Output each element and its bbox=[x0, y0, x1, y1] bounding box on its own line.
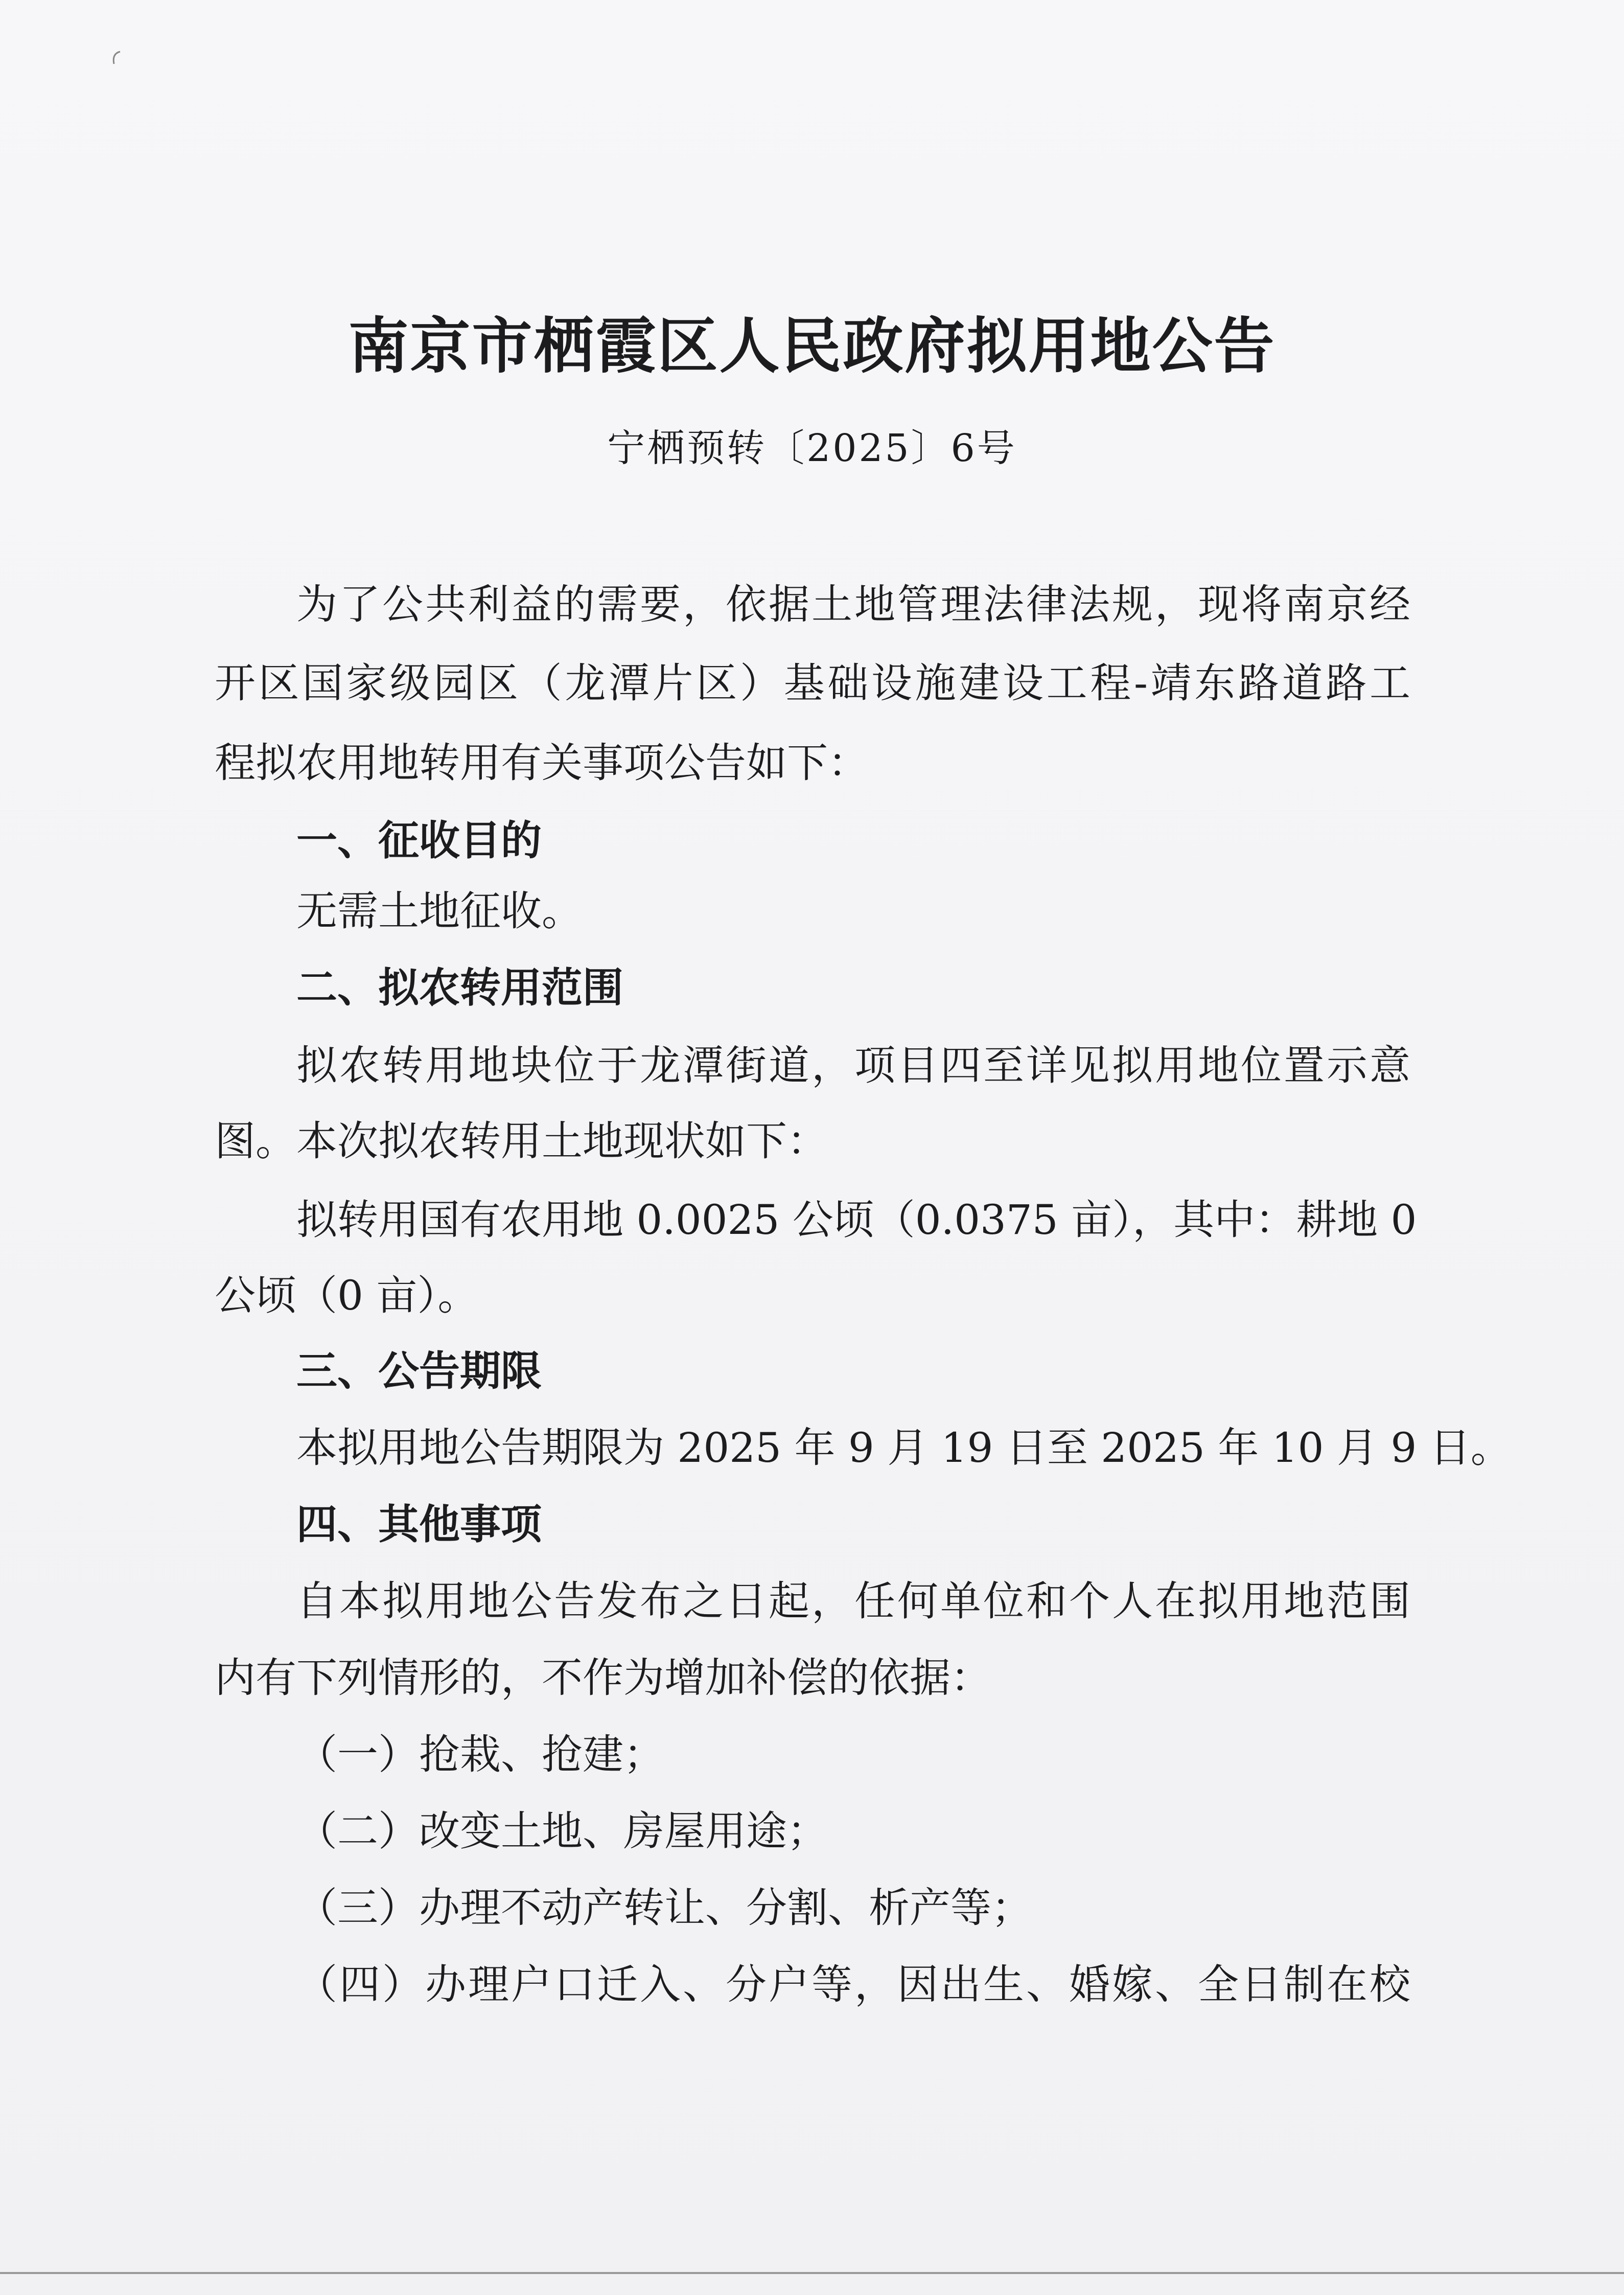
section-2-line-2: 图。本次拟农转用土地现状如下： bbox=[215, 1117, 828, 1165]
section-4-line-2: 内有下列情形的，不作为增加补偿的依据： bbox=[215, 1654, 991, 1702]
section-2-line-1: 拟农转用地块位于龙潭街道，项目四至详见拟用地位置示意 bbox=[296, 1042, 1410, 1089]
section-2-line-4: 公顷（0 亩）。 bbox=[215, 1272, 479, 1319]
section-1-text: 无需土地征收。 bbox=[296, 887, 583, 935]
scan-mark-icon bbox=[105, 49, 125, 69]
page-bottom-edge bbox=[0, 2272, 1624, 2274]
section-2-line-3: 拟转用国有农用地 0.0025 公顷（0.0375 亩），其中：耕地 0 bbox=[296, 1196, 1417, 1244]
list-item: （三）办理不动产转让、分割、析产等； bbox=[296, 1884, 1032, 1932]
document-number: 宁栖预转〔2025〕6号 bbox=[607, 426, 1017, 470]
intro-line-2: 开区国家级园区（龙潭片区）基础设施建设工程-靖东路道路工 bbox=[215, 659, 1410, 707]
page-title: 南京市栖霞区人民政府拟用地公告 bbox=[348, 310, 1276, 381]
list-item: （二）改变土地、房屋用途； bbox=[296, 1807, 828, 1855]
list-item: （一）抢栽、抢建； bbox=[296, 1731, 664, 1778]
section-heading-4: 四、其他事项 bbox=[296, 1501, 542, 1548]
list-item: （四）办理户口迁入、分户等，因出生、婚嫁、全日制在校 bbox=[296, 1961, 1410, 2008]
intro-line-1: 为了公共利益的需要，依据土地管理法律法规，现将南京经 bbox=[296, 581, 1410, 628]
section-3-text: 本拟用地公告期限为 2025 年 9 月 19 日至 2025 年 10 月 9 日。 bbox=[296, 1424, 1512, 1472]
section-heading-3: 三、公告期限 bbox=[296, 1347, 542, 1395]
intro-line-3: 程拟农用地转用有关事项公告如下： bbox=[215, 739, 869, 787]
section-heading-1: 一、征收目的 bbox=[296, 817, 542, 864]
section-heading-2: 二、拟农转用范围 bbox=[296, 964, 623, 1012]
section-4-line-1: 自本拟用地公告发布之日起，任何单位和个人在拟用地范围 bbox=[296, 1577, 1410, 1625]
